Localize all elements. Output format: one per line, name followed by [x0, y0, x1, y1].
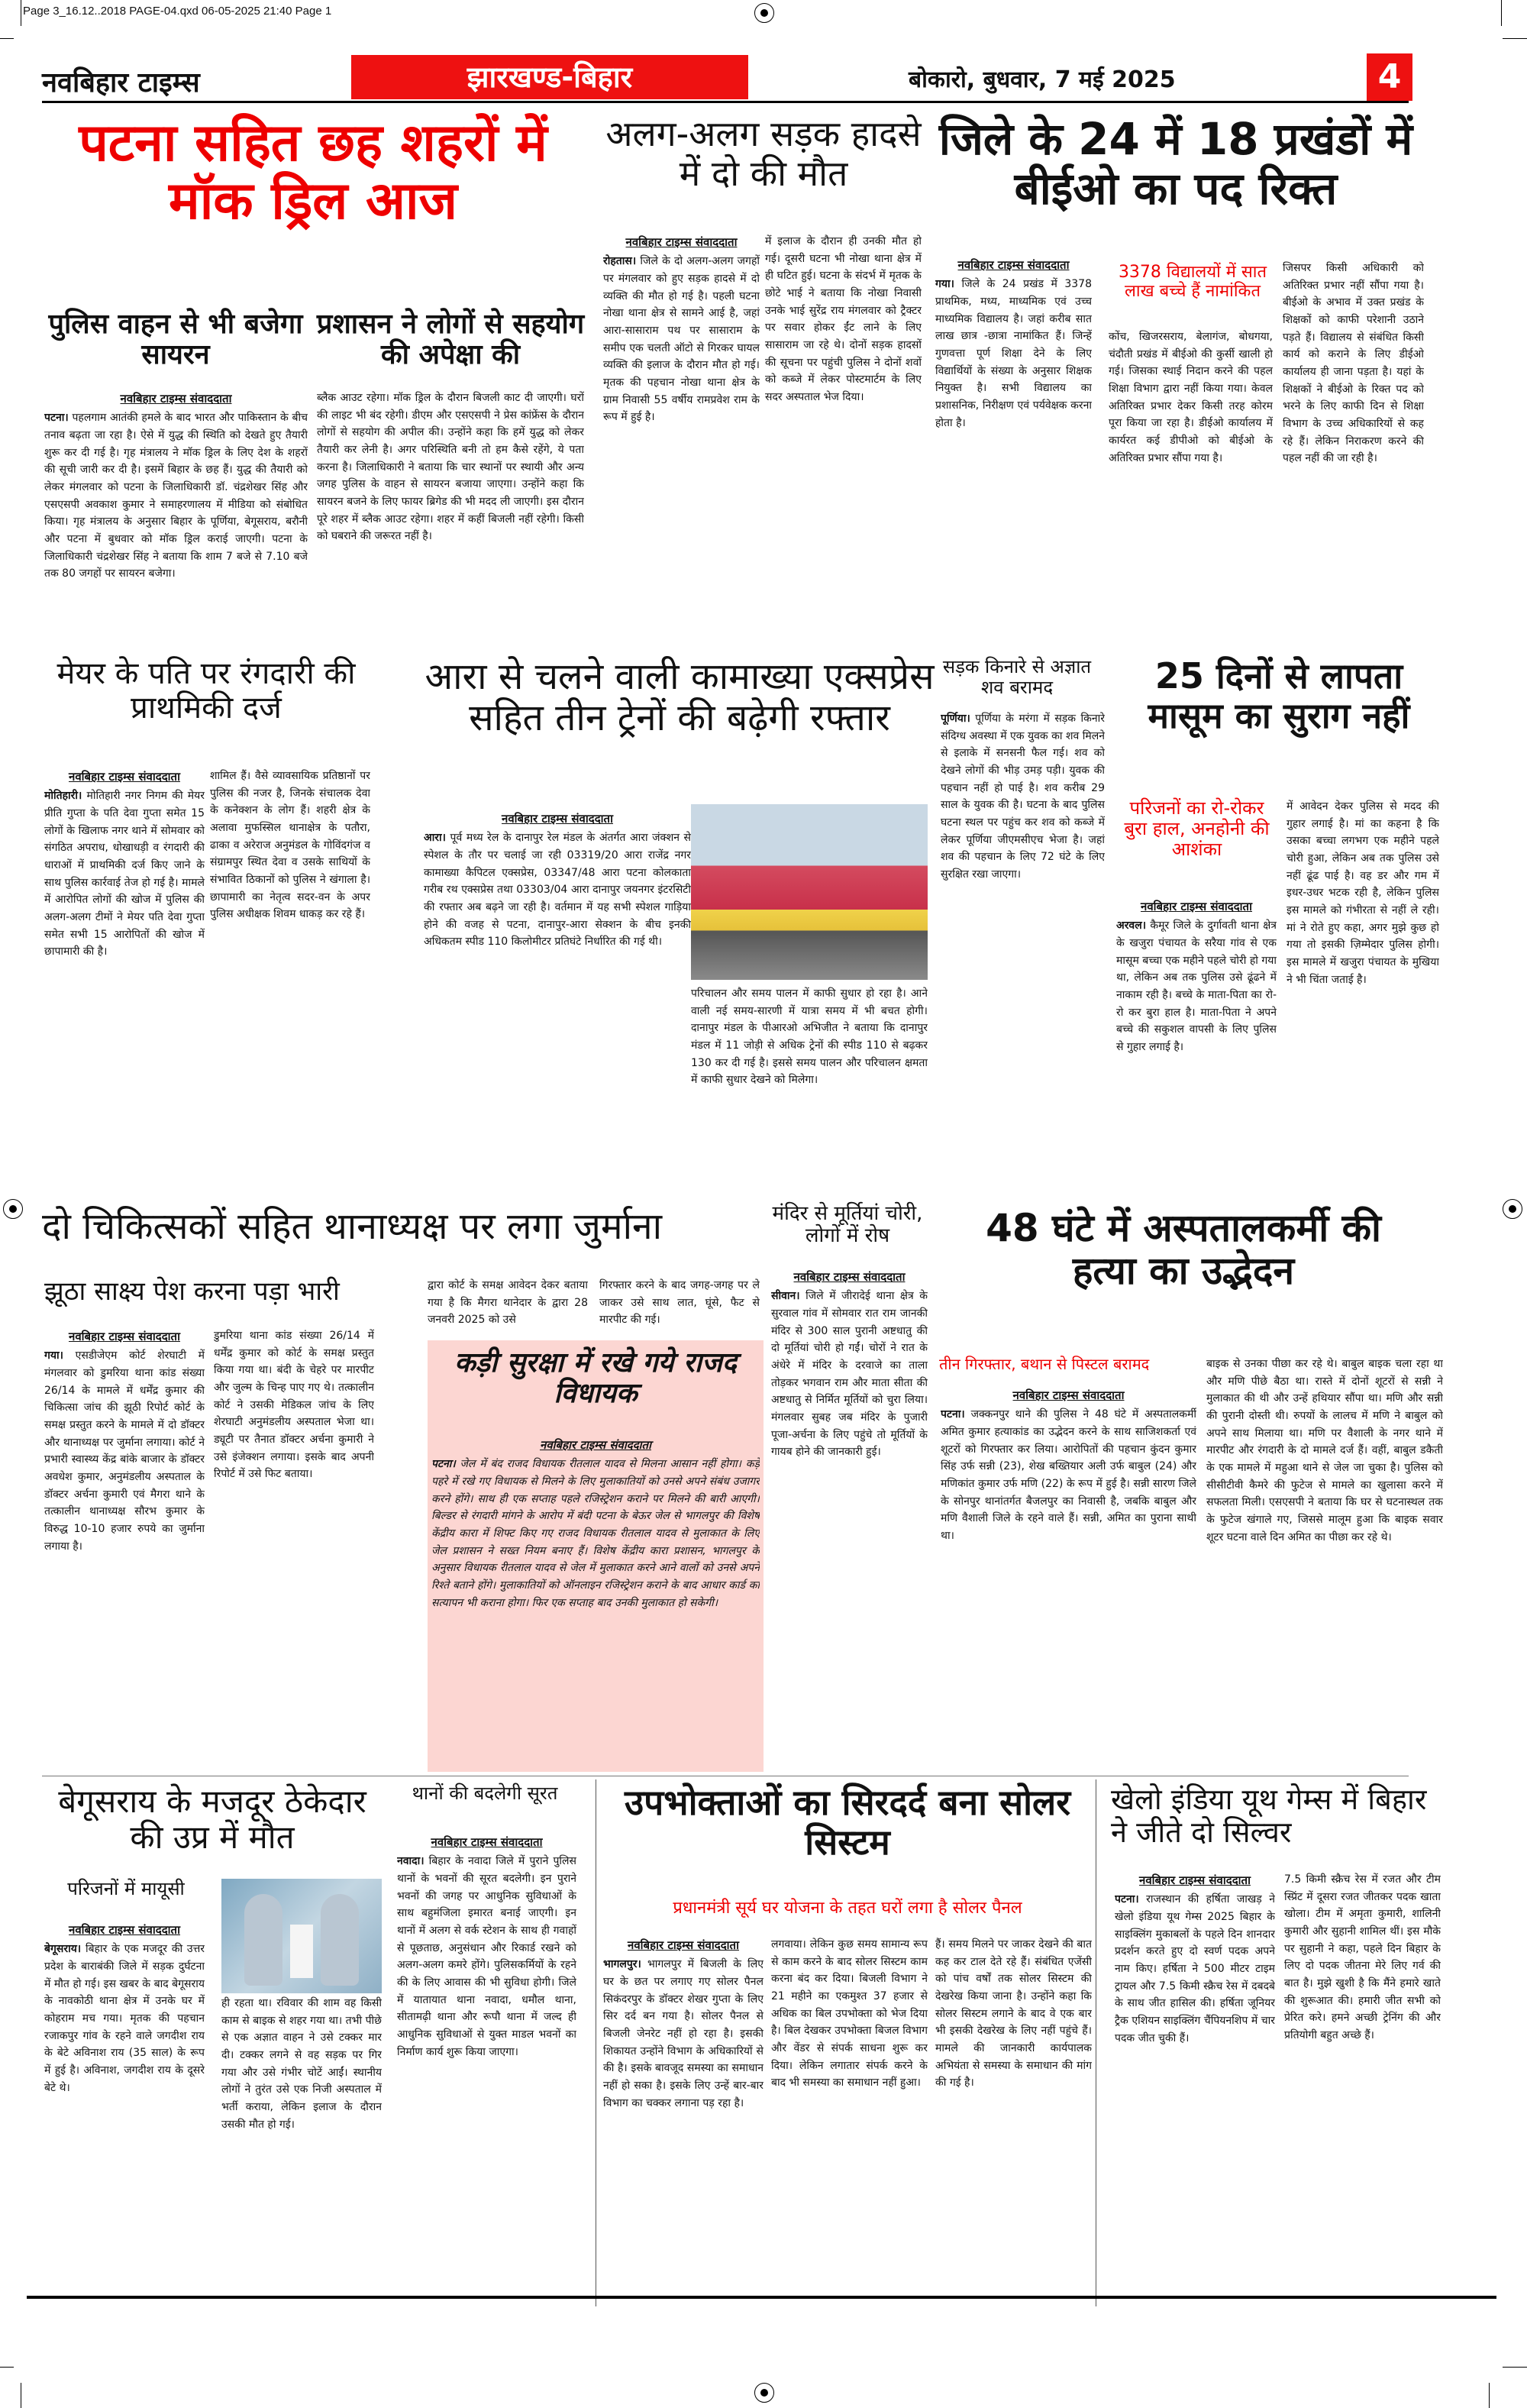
- article-text: जिले में जीरादेई थाना क्षेत्र के सुरवाल गांव में सोमवार रात राम जानकी मंदिर से 300 साल पुरानी अष्टधातु की दो मूर्तियां चोरी हो गईं। चोरों ने रात के अंधेरे में मंदिर के दरवाजे का ताला तोड़कर भगवान राम और माता सीता की अष्टधातु से निर्मित मूर्तियों को चुरा लिया। मंगलवार सुबह जब मंदिर के पुजारी पूजा-अर्चना के लिए पहुंचे तो मूर्तियों के गायब होने की जानकारी हुई।: [771, 1290, 928, 1459]
- byline: नवबिहार टाइम्स संवाददाता: [69, 1330, 180, 1343]
- article-trains-col2: [691, 985, 928, 1168]
- article-text: जिले के दो अलग-अलग जगहों पर मंगलवार को हुए सड़क हादसे में दो व्यक्ति की मौत हो गई है। पहली घटना नोखा थाना क्षेत्र से सामने आई है, जहां आरा-सासाराम पथ पर सासाराम के समीप एक चलती ऑटो से गिरकर घायल व्यक्ति की इलाज के दौरान मौत हो गई। मृतक की पहचान नोखा थाना क्षेत्र के ग्राम निवासी 55 वर्षीय रामप्रवेश राम के रूप में हुई है।: [603, 255, 760, 424]
- byline: नवबिहार टाइम्स संवाददाता: [69, 770, 180, 784]
- article-solar-col3: [935, 1936, 1092, 2303]
- headline-labourer: बेगूसराय के मजदूर ठेकेदार की उप्र में मौत: [58, 1783, 366, 1857]
- article-police-stations: [397, 1833, 576, 2303]
- article-text: जक्कनपुर थाने की पुलिस ने 48 घंटे में अस्पतालकर्मी अमित कुमार हत्याकांड का उद्भेदन करने के साथ साजिशकर्ता एवं शूटरों को गिरफ्तार कर लिया। आरोपितों की पहचान कुंदन कुमार सिंह उर्फ सन्नी (23), शेख बख्तियार अली उर्फ बाबुल (24) और मणिकांत कुमार उर्फ मणि (22) के रूप में हुई है। सन्नी सारण जिले के सोनपुर थानांतर्गत बैजलपुर का निवासी है, जबकि बाबुल और मणि वैशाली जिले के रहने वाले हैं। सन्नी, अमित का पुराना साथी था।: [941, 1408, 1196, 1542]
- crop-mark: [1503, 2367, 1527, 2368]
- registration-mark-icon: [1503, 1199, 1522, 1219]
- byline: नवबिहार टाइम्स संवाददाता: [540, 1438, 651, 1452]
- article-text: 7.5 किमी स्क्रैच रेस में रजत और टीम स्प्रिंट में दूसरा रजत जीतकर पदक खाता खोला। टीम में अमृता कुमारी, शालिनी कुमारी और सुहानी शामिल थीं। इस मौके पर सुहानी ने कहा, पहले दिन बिहार के लिए दो पदक जीतना मेरे लिए गर्व की बात है। मुझे खुशी है कि मैंने हमारे खाते की शुरूआत की। हमारी जीत सभी को प्रेरित करे। हमने अच्छी ट्रेनिंग की और प्रतियोगी बहुत अच्छे हैं।: [1284, 1873, 1441, 2042]
- registration-mark-icon: [754, 3, 774, 23]
- subhead-false-evidence: झूठा साक्ष्य पेश करना पड़ा भारी: [44, 1276, 340, 1307]
- byline: नवबिहार टाइम्स संवाददाता: [502, 812, 613, 826]
- article-text: बिहार के नवादा जिले में पुराने पुलिस थानों के भवनों की सूरत बदलेगी। इन पुराने भवनों की जगह पर आधुनिक सुविधाओं के साथ बहुमंजिला इमारत बनाई जाएगी। इन थानों में अलग से वर्क स्टेशन के साथ ही गवाहों से पूछताछ, अनुसंधान और रिकार्ड रखने को अलग-अलग कमरे होंगे। पुलिसकर्मियों के रहने की के लिए आवास की भी सुविधा होगी। जिले में यातायात थाना नवादा, धमौल थाना, सीतामढ़ी थाना और रूपौ थाना में जल्द ही आधुनिक सुविधाओं से युक्त माडल भवनों का निर्माण कार्य शुरू किया जाएगा।: [397, 1855, 576, 2058]
- article-text: परिचालन और समय पालन में काफी सुधार हो रहा है। आने वाली नई समय-सारणी में यात्रा समय में भी बचत होगी। दानापुर मंडल के पीआरओ अभिजीत ने बताया कि दानापुर मंडल में 11 जोड़ी से अधिक ट्रेनों की स्पीड 110 से बढ़कर 130 कर दी गई है। इससे समय पालन और परिचालन क्षमता में काफी सुधार देखने को मिलेगा।: [691, 987, 928, 1087]
- place-name: बेगूसराय।: [44, 1943, 82, 1956]
- subhead-family: परिजनों में मायूसी: [67, 1878, 185, 1899]
- subhead-cooperation: प्रशासन ने लोगों से सहयोग की अपेक्षा की: [316, 309, 585, 371]
- article-road-accident-col2: [765, 233, 922, 630]
- article-text: पहलगाम आतंकी हमले के बाद भारत और पाकिस्तान के बीच तनाव बढ़ता जा रहा है। ऐसे में युद्ध की स्थिति को देखते हुए तैयारी शुरू कर दी गई है। गृह मंत्रालय ने मॉक ड्रिल के लिए देश के शहरों की सूची जारी कर दी है। इसमें बिहार के छह हैं। युद्ध की तैयारी को लेकर मंगलवार को पटना के जिलाधिकारी डॉ. चंद्रशेखर सिंह और एसएसपी अवकाश कुमार ने समाहरणालय में मीडिया को संबोधित किया। गृह मंत्रालय के अनुसार बिहार के पूर्णिया, बेगूसराय, बरौनी और पटना में बुधवार को मॉक ड्रिल कराई जाएगी। पटना के जिलाधिकारी चंद्रशेखर सिंह ने बताया कि शाम 7 बजे से 7.10 बजे तक 80 जगहों पर सायरन बजेगा।: [44, 412, 308, 580]
- article-mock-drill-col2: [317, 389, 584, 619]
- byline: नवबिहार टाइम्स संवाददाता: [957, 258, 1070, 272]
- place-name: पटना।: [941, 1408, 965, 1421]
- headline-missing-child: 25 दिनों से लापता मासूम का सुराग नहीं: [1148, 655, 1410, 736]
- place-name: पटना।: [1115, 1893, 1139, 1906]
- article-trains-col1: [424, 810, 691, 1168]
- page-number: 4: [1367, 53, 1412, 101]
- article-text: राजस्थान की हर्षिता जाखड़ ने खेलो इंडिया यूथ गेम्स 2025 बिहार के साइक्लिंग मुकाबलों के पहले दिन शानदार प्रदर्शन करते हुए दो स्वर्ण पदक अपने नाम किए। हर्षिता ने 500 मीटर टाइम ट्रायल और 7.5 किमी स्क्रैच रेस में दबदबे के साथ जीत हासिल की। हर्षिता जूनियर ट्रैक एशियन साइक्लिंग चैंपियनशिप में चार पदक जीत चुकी हैं।: [1115, 1893, 1275, 2044]
- article-beo-col2: [1109, 328, 1273, 630]
- registration-mark-icon: [754, 2383, 774, 2403]
- headline-hospital-murder: 48 घंटे में अस्पतालकर्मी की हत्या का उद्भेदन: [986, 1206, 1381, 1293]
- train-photo: [691, 804, 928, 980]
- headline-mayor: मेयर के पति पर रंगदारी की प्राथमिकी दर्ज: [56, 656, 356, 726]
- place-name: रोहतास।: [603, 255, 637, 268]
- red-subhead-schools: 3378 विद्यालयों में सात लाख बच्चे हैं नामांकित: [1118, 263, 1267, 301]
- place-name: मोतिहारी।: [44, 790, 82, 803]
- article-text: पूर्व मध्य रेल के दानापुर रेल मंडल के अंतर्गत आरा जंक्शन से स्पेशल के तौर पर चलाई जा रही 03319/20 आरा राजेंद्र नगर कामाख्या कैपिटल एक्सप्रेस, 03347/48 आरा पटना कोलकाता गरीब रथ एक्सप्रेस तथा 03303/04 आरा दानापुर जयनगर इंटरसिटी की रफ्तार अब बढ़ने जा रही है। वर्तमान में यह सभी स्पेशल गाड़िया होने की वजह से पटना, दानापुर-आरा सेक्शन के बीच इनकी अधिकतम स्पीड 110 किलोमीटर प्रतिघंटे निर्धारित की गई थी।: [424, 832, 691, 949]
- place-name: सीवान।: [771, 1290, 800, 1303]
- article-solar-col2: [771, 1936, 928, 2303]
- article-khelo-col1: [1115, 1871, 1275, 2303]
- byline: नवबिहार टाइम्स संवाददाता: [1012, 1388, 1125, 1402]
- headline-mock-drill: पटना सहित छह शहरों में मॉक ड्रिल आज: [79, 113, 547, 232]
- red-subhead-arrest: तीन गिरफ्तार, बथान से पिस्टल बरामद: [939, 1355, 1150, 1373]
- article-text: द्वारा कोर्ट के समक्ष आवेदन देकर बताया गया है कि मैगरा थानेदार के द्वारा 28 जनवरी 2025 को उसे: [428, 1279, 588, 1327]
- article-text: मोतिहारी नगर निगम की मेयर प्रीति गुप्ता के पति देवा गुप्ता समेत 15 लोगों के खिलाफ नगर थाने में सोमवार को संगठित अपराध, धोखाधड़ी व रंगदारी की धाराओं में प्राथमिकी दर्ज किए जाने के साथ पुलिस कार्रवाई तेज हो गई है। मामले में आरोपित लोगों की खोज में पुलिस की अलग-अलग टीमों ने मेयर पति देवा गुप्ता समेत सभी 15 आरोपितों की खोज में छापामारी की है।: [44, 790, 205, 958]
- byline: नवबिहार टाइम्स संवाददाता: [793, 1270, 906, 1284]
- bottom-rule: [27, 2296, 1496, 2299]
- headline-trains: आरा से चलने वाली कामाख्या एक्सप्रेस सहित तीन ट्रेनों की बढ़ेगी रफ्तार: [425, 655, 935, 739]
- article-khelo-col2: [1284, 1871, 1441, 2303]
- headline-unknown-body: सड़क किनारे से अज्ञात शव बरामद: [942, 656, 1092, 698]
- article-text: कोंच, खिजरसराय, बेलागंज, बोधगया, चंदौती प्रखंड में बीईओ की कुर्सी खाली हो गई। जिसका स्थाई निदान करने की पहल शिक्षा विभाग द्वारा नहीं किया गया। केवल अतिरिक्त प्रभार देकर किसी तरह कोरम पूरा किया जा रहा है। डीईओ कार्यालय में कार्यरत कई डीपीओ को बीईओ के अतिरिक्त प्रभार सौंपा गया है।: [1109, 331, 1273, 464]
- article-beo-col1: [935, 256, 1092, 630]
- article-labourer-col1: [44, 1921, 205, 2303]
- headline-rjd-mla: कड़ी सुरक्षा में रखे गये राजद विधायक: [454, 1347, 737, 1410]
- article-fine-col3: [428, 1277, 588, 1346]
- crop-mark: [1501, 0, 1502, 26]
- article-mock-drill-col1: [44, 389, 308, 619]
- masthead-rule: [42, 101, 1409, 103]
- article-road-accident-col1: [603, 233, 760, 630]
- place-name: अरवल।: [1116, 920, 1147, 932]
- headline-solar: उपभोक्ताओं का सिरदर्द बना सोलर सिस्टम: [624, 1782, 1071, 1863]
- article-text: पूर्णिया के मरंगा में सड़क किनारे संदिग्ध अवस्था में एक युवक का शव मिलने से इलाके में सनसनी फैल गई। शव को देखने लोगों की भीड़ उमड़ पड़ी। युवक की पहचान नहीं हो पाई है। शव करीब 29 साल के युवक की है। घटना के बाद पुलिस घटना स्थल पर पहुंच कर शव को कब्जे में लेकर पूर्णिया जीएमसीएच भेजा है। जहां शव की पहचान के लिए 72 घंटे के लिए सुरक्षित रखा जाएगा।: [941, 713, 1105, 881]
- section-band: झारखण्ड-बिहार: [351, 55, 748, 99]
- crop-mark: [1503, 38, 1527, 39]
- article-text: ही रहता था। रविवार की शाम वह किसी काम से बाइक से शहर गया था। तभी पीछे से एक अज्ञात वाहन ने उसे टक्कर मार दी। टक्कर लगने से वह सड़क पर गिर गया और उसे गंभीर चोटें आईं। स्थानीय लोगों ने तुरंत उसे एक निजी अस्पताल में भर्ती कराया, लेकिन इलाज के दौरान उसकी मौत हो गई।: [221, 1997, 382, 2131]
- headline-temple-theft: मंदिर से मूर्तियां चोरी, लोगों में रोष: [772, 1202, 923, 1248]
- place-name: पटना।: [431, 1458, 456, 1471]
- place-name: गया।: [44, 1349, 63, 1362]
- photo-body-tag: [221, 1879, 382, 1993]
- byline: नवबिहार टाइम्स संवाददाता: [1139, 1873, 1251, 1887]
- article-missing-col2: [1286, 798, 1439, 1168]
- byline: नवबिहार टाइम्स संवाददाता: [628, 1938, 739, 1952]
- crop-mark: [1489, 2383, 1490, 2408]
- headline-road-accident: अलग-अलग सड़क हादसे में दो की मौत: [605, 113, 922, 194]
- article-mayor-col2: [210, 768, 370, 1165]
- article-text: जिसपर किसी अधिकारी को अतिरिक्त प्रभार नहीं सौंपा गया है। बीईओ के अभाव में उक्त प्रखंड के शिक्षकों को काफी परेशानी उठाने पड़ते हैं। विद्यालय से संबंधित किसी कार्य को कराने के लिए डीईओ कार्यालय ही जाना पड़ता है। यहां के शिक्षकों ने बीईओ के रिक्त पद को भरने के लिए काफी दिन से शिक्षा विभाग के उच्च अधिकारियों से कह रहे हैं। लेकिन निराकरण करने की पहल नहीं की जा रही है।: [1283, 262, 1424, 465]
- article-text: कैमूर जिले के दुर्गावती थाना क्षेत्र के खजुरा पंचायत के सरैया गांव से एक मासूम बच्चा एक महीने पहले चोरी हो गया था, लेकिन अब तक पुलिस उसे ढूंढने में नाकाम रही है। बच्चे के माता-पिता का रो-रो कर बुरा हाल है। माता-पिता ने अपने बच्चे की सकुशल वापसी के लिए पुलिस से गुहार लगाई है।: [1116, 920, 1277, 1053]
- article-labourer-col2: [221, 1995, 382, 2300]
- article-text: में इलाज के दौरान ही उनकी मौत हो गई। दूसरी घटना भी नोखा थाना क्षेत्र में ही घटित हुई। घटना के संदर्भ में मृतक के छोटे भाई ने बताया कि नोखा निवासी उनके भाई सुरेंद्र राय मंगलवार को ट्रैक्टर पर सवार होकर ईंट लाने के लिए सासाराम जा रहे थे। दोनों सड़क हादसों की सूचना पर पहुंची पुलिस ने दोनों शवों को कब्जे में लेकर पोस्टमार्टम के लिए सदर अस्पताल भेज दिया।: [765, 235, 922, 404]
- place-name: पूर्णिया।: [941, 713, 970, 725]
- article-rjd-mla: [431, 1436, 760, 1768]
- article-temple-theft: [771, 1268, 928, 1772]
- article-text: हैं। समय मिलने पर जाकर देखने की बात कह कर टाल देते रहे हैं। संबंधित एजेंसी को पांच वर्षों तक सोलर सिस्टम की देखरेख किया जाना है। उन्होंने कहा कि सोलर सिस्टम लगाने के बाद वे एक बार भी इसकी देखरेख के लिए नहीं पहुंचे हैं। मामले की जानकारी कार्यपालक अभियंता से समस्या के समाधान की मांग की गई है।: [935, 1938, 1092, 2090]
- crop-mark: [0, 2367, 14, 2368]
- article-hospital-col2: [1206, 1356, 1443, 1772]
- newspaper-name: नवबिहार टाइम्स: [42, 67, 200, 99]
- article-fine-col4: [599, 1277, 760, 1346]
- article-beo-col3: [1283, 260, 1424, 630]
- headline-khelo-india: खेलो इंडिया यूथ गेम्स में बिहार ने जीते दो सिल्वर: [1111, 1783, 1427, 1849]
- article-text: जिले के 24 प्रखंड में 3378 प्राथमिक, मध्य, माध्यमिक एवं उच्च माध्यमिक विद्यालय है। जहां करीब सात लाख छात्र -छात्रा नामांकित हैं। जिन्हें गुणवत्ता पूर्ण शिक्षा देने के लिए विद्यार्थियों के संख्या के अनुसार शिक्षक नियुक्त है। सभी विद्यालय का प्रशासनिक, निरीक्षण एवं पर्यवेक्षक करना होता है।: [935, 278, 1092, 429]
- article-text: जेल में बंद राजद विधायक रीतलाल यादव से मिलना आसान नहीं होगा। कड़े पहरे में रखे गए विधायक से मिलने के लिए मुलाकातियों को उनसे अपने संबंध उजागर करने होंगे। साथ ही एक सप्ताह पहले रजिस्ट्रेशन कराने पर मिलने की बारी आएगी। बिल्डर से रंगदारी मांगने के आरोप में बंदी पटना के बेऊर जेल से भागलपुर की विशेष केंद्रीय कारा में शिफ्ट किए गए राजद विधायक रीतलाल यादव से मुलाकात के लिए जेल प्रशासन ने सख्त नियम बनाए हैं। विशेष केंद्रीय कारा प्रशासन, भागलपुर के अनुसार विधायक रीतलाल यादव से जेल में मुलाकात करने आने वालों को उनसे अपने रिश्ते बताने होंगे। मुलाकातियों को ऑनलाइन रजिस्ट्रेशन कराने के बाद आधार कार्ड का सत्यापन भी कराना होगा। फिर एक सप्ताह बाद उनकी मुलाकात हो सकेगी।: [431, 1458, 760, 1609]
- article-text: गिरफ्तार करने के बाद जगह-जगह पर ले जाकर उसे साथ लात, घूंसे, फैट से मारपीट की गई।: [599, 1279, 760, 1327]
- article-solar-col1: [603, 1936, 764, 2303]
- headline-beo-posts: जिले के 24 में 18 प्रखंडों में बीईओ का पद रिक्त: [938, 113, 1413, 215]
- place-name: भागलपुर।: [603, 1958, 641, 1971]
- red-subhead-family: परिजनों का रो-रोकर बुरा हाल, अनहोनी की आशंका: [1124, 797, 1270, 860]
- byline: नवबिहार टाइम्स संवाददाता: [69, 1923, 180, 1937]
- place-name: नवादा।: [397, 1855, 425, 1868]
- byline: नवबिहार टाइम्स संवाददाता: [1141, 900, 1252, 913]
- registration-mark-icon: [3, 1199, 23, 1219]
- article-missing-col1: [1116, 897, 1277, 1168]
- byline: नवबिहार टाइम्स संवाददाता: [120, 392, 232, 406]
- article-text: डुमरिया थाना कांड संख्या 26/14 में धर्मेंद्र कुमार को कोर्ट के समक्ष प्रस्तुत किया गया था। बंदी के चेहरे पर मारपीट और जुल्म के चिन्ह पाए गए थे। तत्कालीन कोर्ट ने उसकी मेडिकल जांच के लिए शेरघाटी अनुमंडलीय अस्पताल भेजा था। ड्यूटी पर तैनात डॉक्टर अर्चना कुमारी ने उसे इंजेक्शन लगाया। इसके बाद अपनी रिपोर्ट में उसे फिट बताया।: [214, 1330, 374, 1481]
- article-hospital-col1: [941, 1386, 1196, 1772]
- byline: नवबिहार टाइम्स संवाददाता: [431, 1835, 543, 1849]
- dateline: बोकारो, बुधवार, 7 मई 2025: [909, 66, 1176, 93]
- headline-fine: दो चिकित्सकों सहित थानाध्यक्ष पर लगा जुर्माना: [42, 1205, 663, 1248]
- article-text: में आवेदन देकर पुलिस से मदद की गुहार लगाई है। मां का कहना है कि उसका बच्चा लगभग एक महीने पहले चोरी हुआ, लेकिन अब तक पुलिस उसे नहीं ढूंढ पाई है। वह डर और गम में इधर-उधर भटक रही है, लेकिन पुलिस इस मामले को गंभीरता से नहीं ले रही। मां ने रोते हुए कहा, अगर मुझे कुछ हो गया तो इसकी ज़िम्मेदार पुलिस होगी। इस मामले में खजुरा पंचायत के मुखिया ने भी चिंता जताई है।: [1286, 800, 1439, 986]
- article-text: एसडीजेएम कोर्ट शेरघाटी में मंगलवार को डुमरिया थाना कांड संख्या 26/14 के मामले में धर्मेंद्र कुमार की चिकित्सा जांच की झूठी रिपोर्ट कोर्ट के समक्ष प्रस्तुत करने के मामले में दो डॉक्टर और थानाध्यक्ष पर जुर्माना लगाया। कोर्ट ने प्रभारी स्वास्थ्य केंद्र बांके बाजार के डॉक्टर अवधेश कुमार, अनुमंडलीय अस्पताल के डॉक्टर अर्चना कुमारी एवं मैगरा थाने के तत्कालीन थानाध्यक्ष सौरभ कुमार के विरुद्ध 10-10 हजार रुपये का जुर्माना लगाया है।: [44, 1349, 205, 1553]
- byline: नवबिहार टाइम्स संवाददाता: [625, 235, 738, 249]
- headline-police-stations: थानों की बदलेगी सूरत: [412, 1783, 558, 1804]
- red-subhead-solar: प्रधानमंत्री सूर्य घर योजना के तहत घरों लगा है सोलर पैनल: [673, 1899, 1022, 1918]
- article-text: लगवाया। लेकिन कुछ समय सामान्य रूप से काम करने के बाद सोलर सिस्टम काम करना बंद कर दिया। बिजली विभाग ने 21 महीने का एकमुश्त 37 हजार से अधिक का बिल उपभोक्ता को भेज दिया है। बिल देखकर उपभोक्ता बिजल विभाग और वेंडर से संपर्क साधना शुरू कर दिया। लेकिन लगातार संपर्क करने के बाद भी समस्या का समाधान नहीं हुआ।: [771, 1938, 928, 2090]
- print-slug: Page 3_16.12..2018 PAGE-04.qxd 06-05-2025 21:40 Page 1: [23, 5, 332, 18]
- article-mayor-col1: [44, 768, 205, 1165]
- crop-mark: [0, 38, 14, 39]
- place-name: पटना।: [44, 412, 69, 425]
- article-unknown-body: [941, 710, 1105, 1168]
- subhead-siren: पुलिस वाहन से भी बजेगा सायरन: [48, 309, 303, 371]
- article-text: बाइक से उनका पीछा कर रहे थे। बाबुल बाइक चला रहा था और मणि पीछे बैठा था। रास्ते में दोनों शूटरों से सन्नी ने मुलाकात की थी और उन्हें हथियार सौंपा था। मणि और सन्नी की पुरानी दोस्ती थी। रुपयों के लालच में मणि ने बाबुल को अपने साथ मिलाया था। मणि पर वैशाली के नगर थाने में मारपीट और रंगदारी के दो मामले दर्ज हैं। वहीं, बाबुल डकैती के एक मामले में महुआ थाने से जेल जा चुका है। पुलिस को सीसीटीवी कैमरे की फुटेज से मामले का खुलासा करने में सफलता मिली। एसएसपी ने बताया कि घर से घटनास्थल तक के फुटेज खंगाले गए, जिससे मालूम हुआ कि बाइक सवार शूटर घटना वाले दिन अमित का पीछा कर रहे थे।: [1206, 1358, 1443, 1543]
- article-text: शामिल हैं। वैसे व्यावसायिक प्रतिष्ठानों पर पुलिस की नजर है, जिनके संचालक देवा के कनेक्शन के लोग हैं। शहरी क्षेत्र के अलावा मुफस्सिल थानाक्षेत्र के पतौरा, ढाका व अरेराज अनुमंडल के गोविंदगंज व संग्रामपुर स्थित देवा व उसके साथियों के संभावित ठिकानों को पुलिस ने खंगाला है। छापामारी का नेतृत्व सदर-वन के अपर पुलिस अधीक्षक शिवम धाकड़ कर रहे हैं।: [210, 770, 370, 921]
- article-text: बिहार के एक मजदूर की उत्तर प्रदेश के बाराबंकी जिले में सड़क दुर्घटना में मौत हो गई। इस खबर के बाद बेगूसराय के नावकोठी थाना क्षेत्र में उनके घर में कोहराम मच गया। मृतक की पहचान रजाकपुर गांव के रहने वाले जगदीश राय के बेटे अविनाश राय (35 साल) के रूप में हुई है। अविनाश, जगदीश राय के दूसरे बेटे थे।: [44, 1943, 205, 2094]
- article-text: भागलपुर में बिजली के लिए घर के छत पर लगाए गए सोलर पैनल सिकंदरपुर के डॉक्टर शेखर गुप्ता के लिए सिर दर्द बन गया है। सोलर पैनल से बिजली जेनरेट नहीं हो रहा है। इसकी शिकायत उन्होंने विभाग के अधिकारियों से की है। इसके बावजूद समस्या का समाधान नहीं हो सका है। इसके लिए उन्हें बार-बार विभाग का चक्कर लगाना पड़ रहा है।: [603, 1958, 764, 2109]
- place-name: गया।: [935, 278, 954, 291]
- place-name: आरा।: [424, 832, 446, 845]
- article-text: ब्लैक आउट रहेगा। मॉक ड्रिल के दौरान बिजली काट दी जाएगी। घरों की लाइट भी बंद रहेगी। डीएम और एसएसपी ने प्रेस कांफ्रेंस के दौरान लोगों से सहयोग की अपील की। उन्होंने कहा कि हमें युद्ध को लेकर तैयारी कर लेनी है। अगर परिस्थिति बनी तो हम कैसे रहेंगे, ये पता करना है। जिलाधिकारी ने बताया कि चार स्थानों पर स्थायी और अन्य जगह पुलिस के वाहन से सायरन बजाया जाएगा। उन्होंने कहा कि सायरन बजने के लिए फायर ब्रिगेड की भी मदद ली जाएगी। इस दौरान पूरे शहर में ब्लैक आउट रहेगा। शहर में कहीं बिजली नहीं रहेगी। किसी को घबराने की जरूरत नहीं है।: [317, 392, 584, 543]
